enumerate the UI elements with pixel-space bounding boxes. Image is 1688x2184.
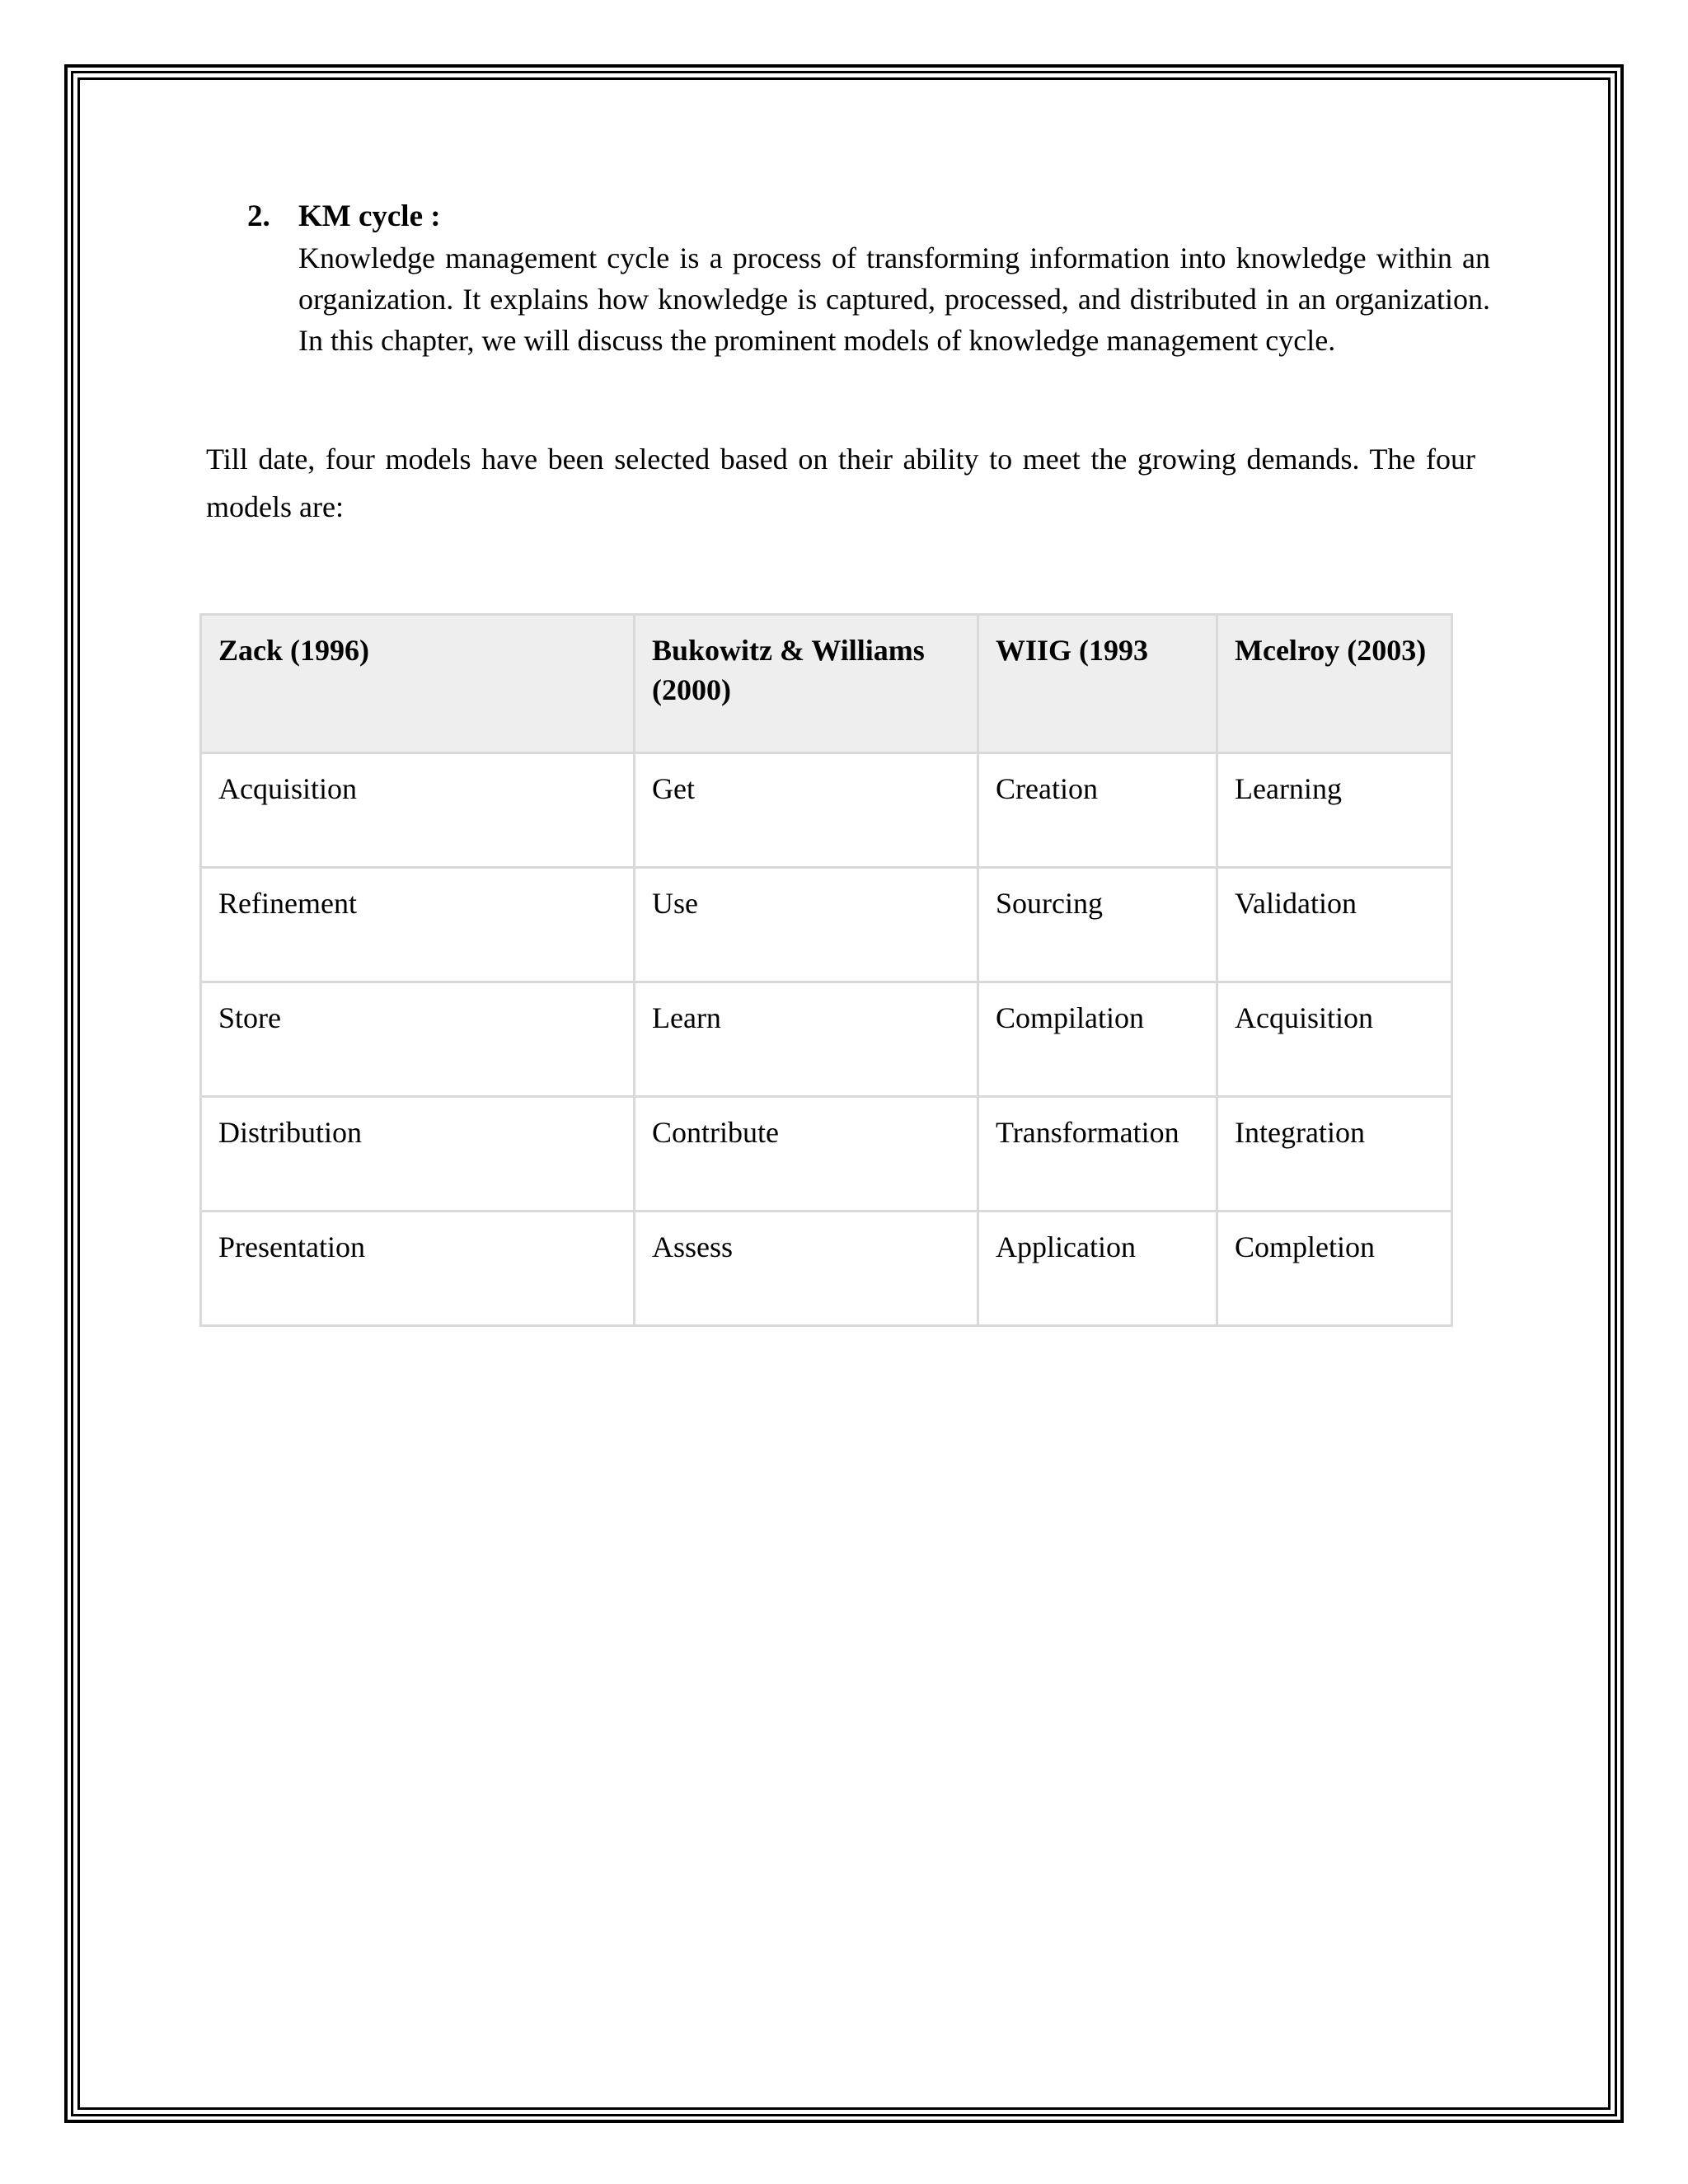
table-cell: Acquisition (1217, 982, 1452, 1097)
intro-paragraph: Till date, four models have been selected based on their ability to meet the growing demands. The four models are: (206, 443, 1475, 523)
table-cell: Integration (1217, 1097, 1452, 1212)
header-mcelroy: Mcelroy (2003) (1217, 615, 1452, 753)
table-cell: Presentation (201, 1212, 635, 1326)
table-header-row (201, 615, 1452, 753)
table-row (201, 982, 1452, 1097)
table-cell: Transformation (978, 1097, 1217, 1212)
table-cell: Compilation (978, 982, 1217, 1097)
table-cell: Assess (635, 1212, 978, 1326)
section-heading (247, 196, 441, 237)
header-bukowitz-williams: Bukowitz & Williams (2000) (635, 615, 978, 753)
section-title: KM cycle : (298, 199, 441, 233)
table-cell: Learning (1217, 753, 1452, 868)
table-cell: Acquisition (201, 753, 635, 868)
section-number: 2. (247, 199, 270, 233)
table-cell: Get (635, 753, 978, 868)
table-row (201, 1097, 1452, 1212)
table-cell: Application (978, 1212, 1217, 1326)
table-cell: Learn (635, 982, 978, 1097)
header-wiig: WIIG (1993 (978, 615, 1217, 753)
section-paragraph: Knowledge management cycle is a process of transforming information into knowledge within an organization. It explains how knowledge is captured, processed, and distributed in an organization. In this chapter, we will discuss the prominent models of knowledge management cycle. (298, 241, 1490, 357)
km-models-table (199, 613, 1453, 1327)
table-row (201, 1212, 1452, 1326)
table-cell: Store (201, 982, 635, 1097)
table-cell: Sourcing (978, 868, 1217, 982)
table-cell: Creation (978, 753, 1217, 868)
table-cell: Completion (1217, 1212, 1452, 1326)
table-cell: Validation (1217, 868, 1452, 982)
table-cell: Contribute (635, 1097, 978, 1212)
table-cell: Distribution (201, 1097, 635, 1212)
header-zack: Zack (1996) (201, 615, 635, 753)
table-row (201, 868, 1452, 982)
table-cell: Refinement (201, 868, 635, 982)
table-cell: Use (635, 868, 978, 982)
table-row (201, 753, 1452, 868)
